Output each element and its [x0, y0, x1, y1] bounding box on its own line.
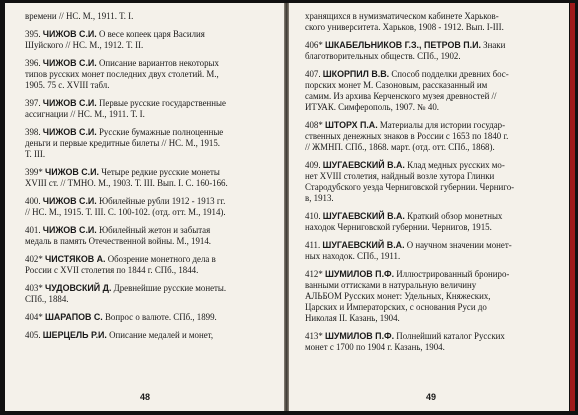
entry-line [305, 291, 559, 302]
entry-number: 401. [25, 225, 41, 235]
entry-line [305, 280, 559, 291]
entry-text: Краткий обзор монетных [407, 211, 503, 221]
entry-text: О научном значении монет- [406, 240, 512, 250]
entry-text: 1905. 75 с. XVIII табл. [25, 80, 110, 90]
entry-line [25, 207, 276, 218]
entry-text: хранящихся в нумизматическом кабинете Харьков- [305, 11, 499, 21]
entry-line [25, 178, 276, 189]
entry-number: 413* [305, 331, 323, 341]
bibliography-entry [25, 11, 276, 22]
entry-text: монет с 1700 по 1904 г. Казань, 1904. [305, 342, 445, 352]
right-page [289, 3, 569, 411]
entry-line [25, 109, 276, 120]
entry-number: 396. [25, 58, 41, 68]
bibliography-entry [25, 225, 276, 247]
entry-text: Стародубского уезда Черниговской губернии. Черниго- [305, 182, 515, 192]
bibliography-entry [305, 240, 559, 262]
entry-text: СПб., 1884. [25, 294, 69, 304]
entry-line [305, 102, 559, 113]
entry-text: медаль в память Отечественной войны. М., 1914. [25, 236, 212, 246]
entry-number: 409. [305, 160, 321, 170]
entry-line [305, 11, 559, 22]
entry-line [305, 302, 559, 313]
entry-text: Юбилейные рубли 1912 - 1913 гг. [99, 196, 226, 206]
entry-line [305, 91, 559, 102]
entry-number: 399* [25, 167, 43, 177]
entry-text: Древнейшие русские монеты. [113, 283, 227, 293]
entry-text: типов русских монет последних двух столетий. М., [25, 69, 219, 79]
entry-line [25, 40, 276, 51]
entry-line [305, 269, 559, 280]
entry-text: АЛЬБОМ Русских монет: Удельных, Княжеских, [305, 291, 491, 301]
entry-line [305, 80, 559, 91]
entry-line [305, 211, 559, 222]
entry-text: Русские бумажные полноценные [99, 127, 224, 137]
entry-text: времени // НС. М., 1911. Т. I. [25, 11, 134, 21]
entry-number: 407. [305, 69, 321, 79]
entry-text: находок Черниговской губернии. Чернигов, 1915. [305, 222, 492, 232]
entry-number: 403* [25, 283, 43, 293]
entry-line [25, 11, 276, 22]
bibliography-entry [25, 167, 276, 189]
entry-author: ШУГАЕВСКИЙ В.А. [322, 211, 405, 221]
entry-text: Вопрос о валюте. СПб., 1899. [104, 312, 217, 322]
entry-line [25, 330, 276, 341]
entry-text: ассигнации // НС. М., 1911. Т. I. [25, 109, 145, 119]
entry-line [305, 251, 559, 262]
entry-author: ШУМИЛОВ П.Ф. [324, 331, 395, 341]
entry-text: Клад медных русских мо- [407, 160, 505, 170]
entry-line [305, 313, 559, 324]
entry-line [25, 225, 276, 236]
entry-text: ванными оттисками в натуральную величину [305, 280, 477, 290]
entry-text: Описание медалей и монет, [109, 330, 214, 340]
entry-text: Четыре редкие русские монеты [101, 167, 220, 177]
entry-text: деньги и первые кредитные билеты // НС. М., 1915. [25, 138, 220, 148]
entry-text: Материалы для истории государ- [379, 120, 506, 130]
entry-line [305, 182, 559, 193]
entry-text: нет XVIII столетия, найдный возле хутора Глинки [305, 171, 495, 181]
entry-line [305, 40, 559, 51]
entry-line [305, 193, 559, 204]
entry-text: ных находок. СПб., 1911. [305, 251, 401, 261]
entry-line [305, 69, 559, 80]
entry-author: ЧИЖОВ С.И. [42, 58, 97, 68]
entry-number: 398. [25, 127, 41, 137]
entry-line [25, 254, 276, 265]
entry-author: ЧИЖОВ С.И. [42, 98, 97, 108]
entry-line [305, 131, 559, 142]
left-page [5, 3, 284, 411]
entry-line [305, 22, 559, 33]
entry-text: Шуйского // НС. М., 1912. Т. II. [25, 40, 144, 50]
entry-line [25, 127, 276, 138]
entry-text: Иллюстрированный брониро- [396, 269, 510, 279]
bibliography-entry [305, 269, 559, 324]
entry-line [305, 342, 559, 353]
entry-number: 405. [25, 330, 41, 340]
bibliography-entry [25, 312, 276, 323]
bibliography-entry [25, 29, 276, 51]
entry-author: ЧИЖОВ С.И. [42, 196, 97, 206]
entry-author: ШУГАЕВСКИЙ В.А. [322, 240, 405, 250]
entry-text: // НС. М., 1915. Т. III. С. 100-102. (отд. отт. М., 1914). [25, 207, 226, 217]
entry-line [305, 51, 559, 62]
entry-line [25, 236, 276, 247]
entry-line [25, 294, 276, 305]
entry-line [25, 312, 276, 323]
bibliography-entry [25, 330, 276, 341]
entry-text: Первые русские государственные [99, 98, 226, 108]
bibliography-entry [305, 40, 559, 62]
entry-text: Описание вариантов некоторых [99, 58, 219, 68]
entry-line [305, 331, 559, 342]
entry-line [25, 196, 276, 207]
entry-author: ЧУДОВСКИЙ Д. [44, 283, 112, 293]
entry-line [25, 138, 276, 149]
entry-line [25, 29, 276, 40]
entry-line [305, 222, 559, 233]
entry-line [25, 98, 276, 109]
entry-author: ШУМИЛОВ П.Ф. [324, 269, 395, 279]
entry-number: 406* [305, 40, 323, 50]
entry-author: ШЕРЦЕЛЬ Р.И. [42, 330, 107, 340]
entry-line [25, 149, 276, 160]
entry-author: ШАРАПОВ С. [44, 312, 103, 322]
entry-text: Т. III. [25, 149, 46, 159]
bibliography-entry [305, 69, 559, 113]
entry-number: 397. [25, 98, 41, 108]
bibliography-entry [25, 98, 276, 120]
bibliography-entry [305, 211, 559, 233]
bibliography-entry [25, 196, 276, 218]
bibliography-entry [25, 254, 276, 276]
entry-text: XVIII ст. // ТМНО. М., 1903. Т. III. Вып. I. С. 160-166. [25, 178, 228, 188]
entry-number: 408* [305, 120, 323, 130]
entry-text: Юбилейный жетон и забытая [99, 225, 211, 235]
entry-text: порских монет М. Сазоновым, рассказанный им [305, 80, 488, 90]
bibliography-entry [25, 127, 276, 160]
entry-number: 412* [305, 269, 323, 279]
entry-line [305, 142, 559, 153]
entry-text: в, 1913. [305, 193, 334, 203]
entry-text: России с XVII столетия по 1844 г. СПб., 1844. [25, 265, 199, 275]
entry-text: Николая II. Казань, 1904. [305, 313, 400, 323]
entry-text: Полнейший каталог Русских [396, 331, 505, 341]
entry-text: Обозрение монетного дела в [107, 254, 216, 264]
entry-number: 402* [25, 254, 43, 264]
entry-text: Царских и Императорских, с основания Руси до [305, 302, 487, 312]
entry-author: ЧИЖОВ С.И. [42, 29, 97, 39]
entry-line [305, 120, 559, 131]
entry-line [25, 283, 276, 294]
entry-author: ЧИСТЯКОВ А. [44, 254, 106, 264]
entry-line [25, 167, 276, 178]
entry-text: ского университета. Харьков, 1908 - 1912. Вып. I-III. [305, 22, 504, 32]
entry-line [25, 80, 276, 91]
entry-author: ЧИЖОВ С.И. [42, 127, 97, 137]
entry-text: Знаки [483, 40, 506, 50]
entry-number: 410. [305, 211, 321, 221]
bibliography-entry [305, 11, 559, 33]
entry-line [25, 69, 276, 80]
entry-number: 411. [305, 240, 321, 250]
page-number-right: 49 [426, 392, 437, 402]
book-edge-marker [570, 3, 575, 411]
entry-line [305, 160, 559, 171]
entry-text: О весе копеек царя Василия [99, 29, 205, 39]
entry-author: ЧИЖОВ С.И. [42, 225, 97, 235]
entry-line [305, 171, 559, 182]
entry-number: 395. [25, 29, 41, 39]
entry-author: ШТОРХ П.А. [324, 120, 378, 130]
entry-number: 400. [25, 196, 41, 206]
bibliography-entry [25, 283, 276, 305]
entry-text: самим. Из архива Керченского музея древностей // [305, 91, 497, 101]
right-entries [305, 11, 559, 353]
entry-author: ЧИЖОВ С.И. [44, 167, 99, 177]
bibliography-entry [25, 58, 276, 91]
entry-text: Способ подделки древних бос- [391, 69, 509, 79]
entry-number: 404* [25, 312, 43, 322]
bibliography-entry [305, 331, 559, 353]
entry-text: благотворительных обществ. СПб., 1902. [305, 51, 461, 61]
left-entries [25, 11, 276, 341]
entry-author: ШУГАЕВСКИЙ В.А. [322, 160, 405, 170]
entry-line [305, 240, 559, 251]
page-number-left: 48 [140, 392, 151, 402]
entry-line [25, 58, 276, 69]
bibliography-entry [305, 120, 559, 153]
entry-text: ИТУАК. Симферополь, 1907. № 40. [305, 102, 439, 112]
entry-line [25, 265, 276, 276]
entry-author: ШКАБЕЛЬНИКОВ Г.З., ПЕТРОВ П.И. [324, 40, 481, 50]
entry-text: // ЖМНП. СПб., 1868. март. (отд. отт. СПб., 1868). [305, 142, 495, 152]
bibliography-entry [305, 160, 559, 204]
entry-text: ственных денежных знаков в России с 1653 по 1840 г. [305, 131, 509, 141]
entry-author: ШКОРПИЛ В.В. [322, 69, 390, 79]
